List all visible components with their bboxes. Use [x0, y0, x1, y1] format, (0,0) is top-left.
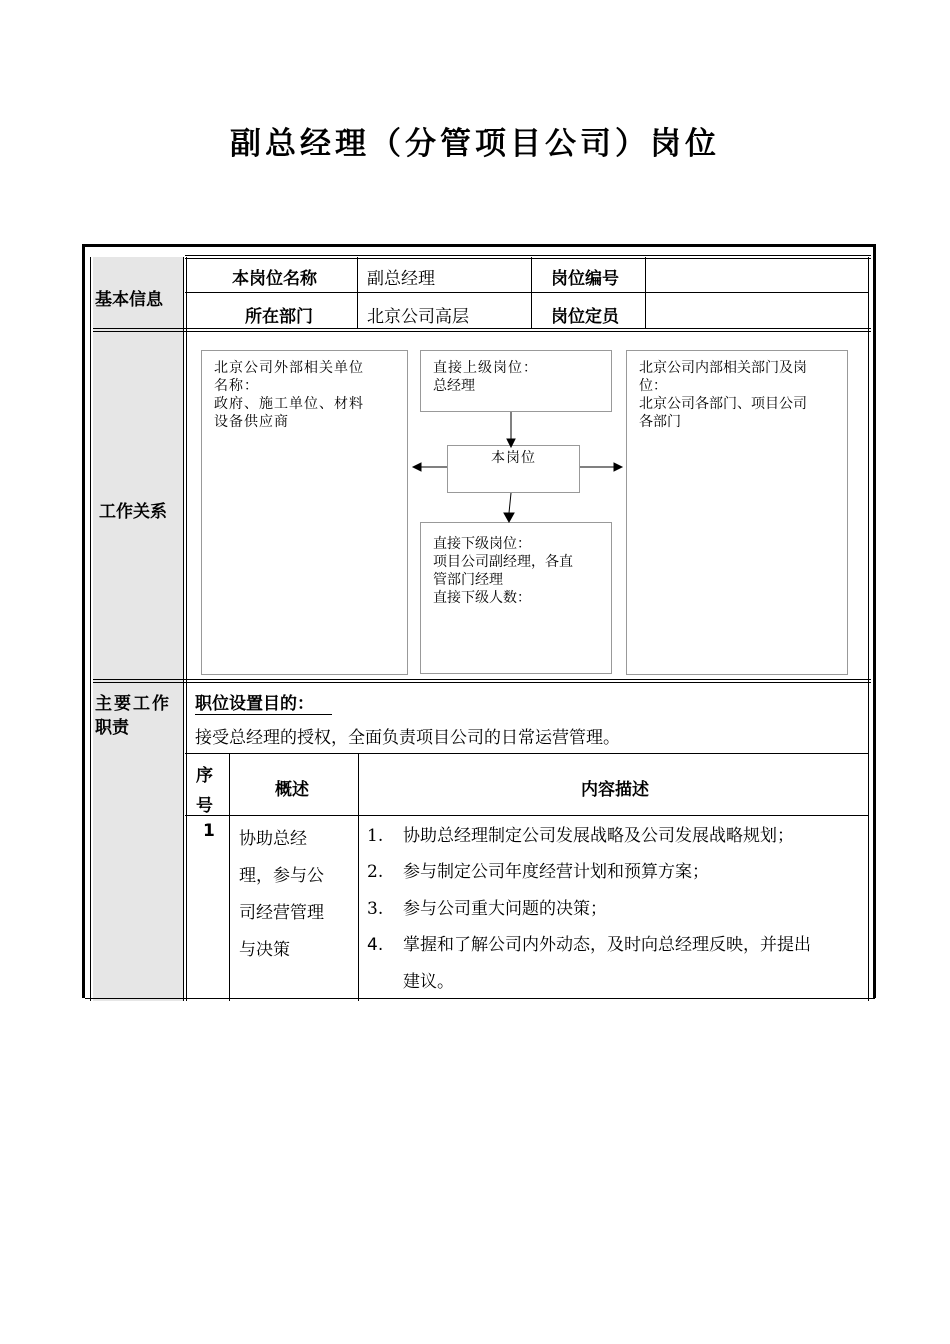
- subordinate-label: 直接下级岗位：: [433, 536, 531, 552]
- arrow-right-head: [614, 463, 622, 471]
- desc-item-4-num: 4.: [367, 935, 384, 955]
- desc-item-4-text: 掌握和了解公司内外动态，及时向总经理反映，并提出: [403, 935, 811, 955]
- section-duties-label-1: 主要工作: [95, 694, 171, 714]
- superior-label: 直接上级岗位：: [433, 360, 538, 376]
- arrow-down-head: [504, 513, 514, 522]
- arrow-left-head: [413, 463, 421, 471]
- col-desc-header: 内容描述: [581, 780, 649, 800]
- external-line-4: 设备供应商: [214, 414, 289, 430]
- desc-item-4: [367, 930, 811, 955]
- col-summary-header: 概述: [275, 780, 309, 800]
- col-no-header-1: 序: [196, 766, 213, 786]
- superior-value: 总经理: [433, 378, 475, 394]
- row-1-desc: [367, 821, 867, 997]
- purpose-label: 职位设置目的：: [195, 689, 332, 715]
- desc-item-1-num: 1.: [367, 826, 384, 846]
- desc-item-2: [367, 857, 709, 882]
- subordinate-line-4: 直接下级人数：: [433, 590, 531, 606]
- subordinate-line-3: 管部门经理: [433, 572, 503, 588]
- row-1-summary-line-1: 协助总经: [239, 829, 307, 849]
- row-1-summary: [239, 821, 324, 969]
- arrow-down-to-self-head: [507, 439, 515, 447]
- internal-line-3: 北京公司各部门、项目公司: [639, 396, 807, 412]
- relation-arrows: [85, 247, 875, 687]
- desc-item-3: [367, 894, 607, 919]
- internal-line-1: 北京公司内部相关部门及岗: [639, 360, 807, 376]
- external-line-2: 名称：: [214, 378, 259, 394]
- job-code-label: 岗位编号: [551, 269, 619, 289]
- external-line-1: 北京公司外部相关单位: [214, 360, 364, 376]
- desc-item-4-continued: 建议。: [403, 972, 454, 992]
- row-1-summary-line-4: 与决策: [239, 940, 290, 960]
- row-1-summary-line-2: 理，参与公: [239, 866, 324, 886]
- job-name-value: 副总经理: [367, 269, 435, 289]
- job-description-table: [82, 244, 876, 998]
- row-1-summary-line-3: 司经营管理: [239, 903, 324, 923]
- self-position-label: 本岗位: [491, 450, 536, 466]
- arrow-down-line: [509, 493, 511, 513]
- department-value: 北京公司高层: [367, 307, 469, 327]
- section-duties-label-2: 职责: [95, 718, 129, 738]
- desc-item-2-text: 参与制定公司年度经营计划和预算方案；: [403, 862, 709, 882]
- desc-item-1-text: 协助总经理制定公司发展战略及公司发展战略规划；: [403, 826, 794, 846]
- desc-item-1: [367, 821, 794, 846]
- subordinate-line-2: 项目公司副经理，各直: [433, 554, 573, 570]
- desc-item-3-num: 3.: [367, 899, 384, 919]
- internal-line-4: 各部门: [639, 414, 681, 430]
- col-no-header-2: 号: [196, 796, 213, 816]
- purpose-text: 接受总经理的授权，全面负责项目公司的日常运营管理。: [195, 728, 620, 748]
- internal-line-2: 位：: [639, 378, 667, 394]
- job-name-label: 本岗位名称: [232, 269, 317, 289]
- external-line-3: 政府、施工单位、材料: [214, 396, 364, 412]
- section-relations-label: 工作关系: [99, 502, 167, 522]
- department-label: 所在部门: [245, 307, 313, 327]
- desc-item-3-text: 参与公司重大问题的决策；: [403, 899, 607, 919]
- desc-item-2-num: 2.: [367, 862, 384, 882]
- row-1-no: 1: [203, 821, 215, 841]
- page-title: 副总经理（分管项目公司）岗位: [230, 126, 720, 162]
- quota-label: 岗位定员: [551, 307, 619, 327]
- section-basic-label: 基本信息: [95, 290, 163, 310]
